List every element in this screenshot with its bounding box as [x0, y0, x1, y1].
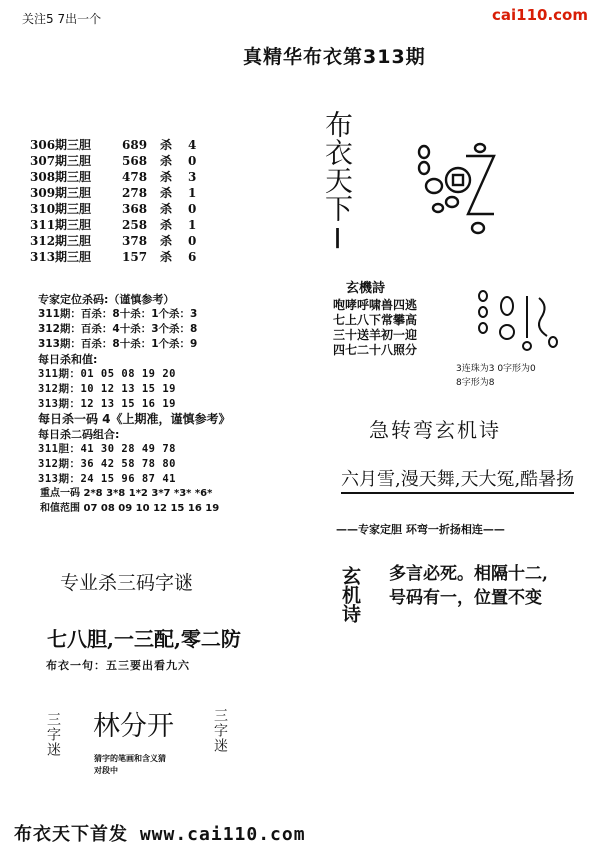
pick-row — [30, 169, 196, 185]
poem-line: 四七二十八照分 — [333, 343, 418, 357]
sum-range: 和值范围 07 08 09 10 12 15 16 19 — [40, 503, 220, 514]
riddle-answer: 七八胆,一三配,零二防 — [47, 627, 241, 651]
page-title: 真精华布衣第313期 — [243, 46, 426, 68]
pick-kill-label: 杀 — [160, 202, 173, 216]
riddle-title: 专业杀三码字谜 — [60, 572, 194, 594]
pick-kill: 3 — [188, 170, 197, 184]
pick-row — [30, 137, 196, 153]
pick-kill-label: 杀 — [160, 250, 173, 264]
daily-two-row: 312期：36 42 58 78 80 — [38, 458, 176, 470]
expert-section — [38, 292, 231, 487]
poem-vertical-title: 玄机诗 — [339, 566, 361, 623]
pick-kill: 4 — [188, 138, 197, 152]
three-char-note-line: 猜字的笔画和含义猜 — [94, 754, 166, 763]
pick-kill: 1 — [188, 218, 197, 232]
pick-kill: 0 — [188, 234, 197, 248]
poem-text-line: 多言必死。相隔十二, — [389, 564, 548, 584]
pick-kill-label: 杀 — [160, 234, 173, 248]
riddle-poem-line: 六月雪,漫天舞,天大冤,酷暑扬 — [341, 465, 574, 494]
pick-kill-label: 杀 — [160, 218, 173, 232]
pick-digits: 368 — [122, 202, 148, 216]
pick-period: 306期三胆 — [30, 138, 92, 152]
pick-kill: 0 — [188, 202, 197, 216]
pick-row — [30, 217, 196, 233]
expert-position-row: 313期：百杀：8十杀：1个杀：9 — [38, 338, 198, 350]
bead-chain-icon — [473, 288, 559, 358]
daily-sum-row: 312期：10 12 13 15 19 — [38, 383, 176, 395]
poem-text — [389, 562, 548, 610]
pick-kill: 0 — [188, 154, 197, 168]
pick-digits: 689 — [122, 138, 148, 152]
picks-list — [30, 137, 196, 265]
pick-digits: 157 — [122, 250, 148, 264]
poem-line: 咆哮呼啸兽四逃 — [333, 298, 418, 312]
bead-note — [456, 362, 536, 390]
pick-kill: 6 — [188, 250, 197, 264]
pick-digits: 278 — [122, 186, 148, 200]
daily-two-row: 311胆：41 30 28 49 78 — [38, 443, 176, 455]
three-char-word: 林分开 — [93, 711, 174, 742]
expert-position-heading: 专家定位杀码:（谨慎参考） — [38, 293, 175, 306]
top-note: 关注5 7出一个 — [22, 12, 102, 26]
poem-title: 玄機詩 — [346, 281, 386, 296]
pick-digits: 258 — [122, 218, 148, 232]
three-char-label-right: 三字迷 — [212, 708, 228, 753]
pick-period: 307期三胆 — [30, 154, 92, 168]
pick-kill-label: 杀 — [160, 186, 173, 200]
daily-two-row: 313期：24 15 96 87 41 — [38, 473, 176, 485]
three-char-note — [94, 753, 166, 777]
pick-kill-label: 杀 — [160, 154, 173, 168]
poem — [333, 298, 417, 358]
pick-row — [30, 153, 196, 169]
three-char-label-left: 三字迷 — [45, 712, 61, 757]
brand-logo[interactable]: cai110.com — [492, 6, 588, 24]
pick-digits: 568 — [122, 154, 148, 168]
pick-kill-label: 杀 — [160, 170, 173, 184]
coin-chain-icon — [408, 142, 500, 238]
pick-row — [30, 185, 196, 201]
three-char-note-line: 对段中 — [94, 766, 118, 775]
expert-position-row: 311期：百杀：8十杀：1个杀：3 — [38, 308, 198, 320]
pick-kill-label: 杀 — [160, 138, 173, 152]
pick-row — [30, 233, 196, 249]
bead-note-line: 8字形为8 — [456, 378, 495, 388]
pick-digits: 378 — [122, 234, 148, 248]
daily-sum-row: 313期：12 13 15 16 19 — [38, 398, 176, 410]
pick-row — [30, 201, 196, 217]
pick-digits: 478 — [122, 170, 148, 184]
pick-row — [30, 249, 196, 265]
pick-period: 310期三胆 — [30, 202, 92, 216]
bead-note-line: 3连珠为3 0字形为0 — [456, 364, 536, 374]
buyi-vertical-title: 布衣天下I — [321, 110, 354, 255]
pick-period: 312期三胆 — [30, 234, 92, 248]
daily-one-heading: 每日杀一码 4《上期准，谨慎参考》 — [38, 412, 231, 426]
poem-line: 七上八下常攀高 — [333, 313, 418, 327]
daily-sum-row: 311期：01 05 08 19 20 — [38, 368, 176, 380]
pick-period: 308期三胆 — [30, 170, 92, 184]
poem-line: 三十送羊初一迎 — [333, 328, 418, 342]
riddle-poem-title: 急转弯玄机诗 — [369, 418, 501, 442]
pick-period: 313期三胆 — [30, 250, 92, 264]
poem-text-line: 号码有一，位置不变 — [389, 588, 542, 608]
pick-period: 309期三胆 — [30, 186, 92, 200]
daily-sum-heading: 每日杀和值: — [38, 353, 98, 366]
daily-two-heading: 每日杀二码组合: — [38, 428, 120, 441]
buyi-line: 布衣一句：五三要出看九六 — [46, 659, 190, 672]
expert-position-row: 312期：百杀：4十杀：3个杀：8 — [38, 323, 198, 335]
pick-kill: 1 — [188, 186, 197, 200]
expert-banner: ——专家定胆 环弯一折扬相连—— — [336, 523, 505, 536]
pick-period: 311期三胆 — [30, 218, 92, 232]
footer-brand[interactable]: 布衣天下首发 www.cai110.com — [14, 824, 306, 845]
key-one-code: 重点一码 2*8 3*8 1*2 3*7 *3* *6* — [40, 488, 213, 499]
